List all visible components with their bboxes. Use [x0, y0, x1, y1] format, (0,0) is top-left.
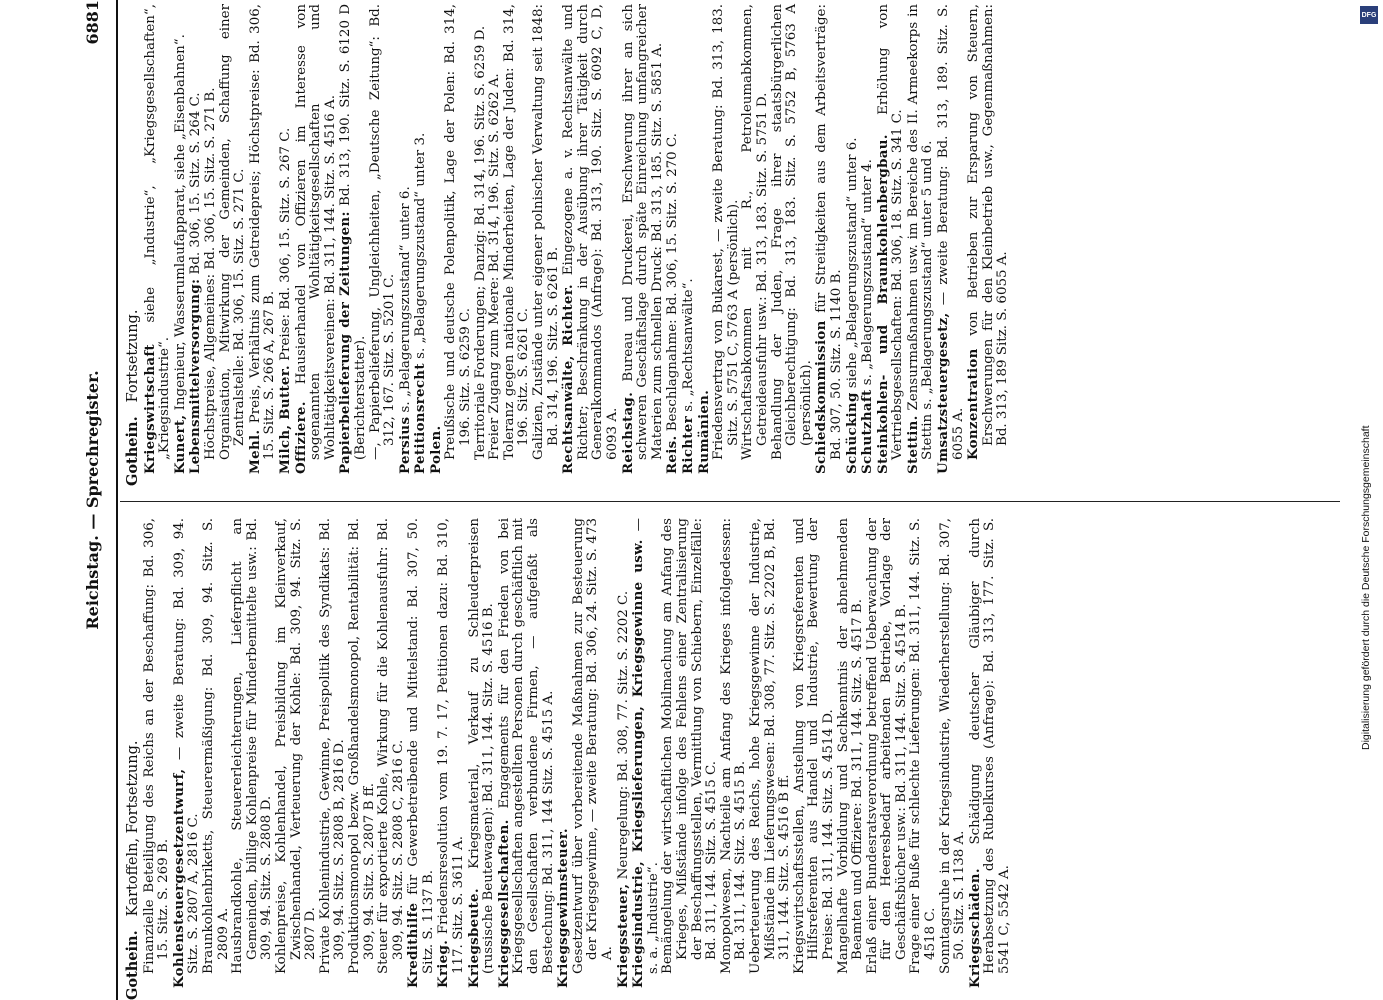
entry-text: s. „Rechtsanwälte“.	[680, 278, 696, 417]
entry-text: Galizien, Zustände unter eigener polnischer Verwaltung seit 1848: Bd. 314, 196. Sitz. S. 6261 B.	[531, 4, 561, 460]
entry-keyword: Rechtsanwälte, Richter.	[560, 284, 577, 474]
entry-keyword: Schiedskommission	[813, 320, 830, 474]
entry-text: Preis, Verhältnis zum Getreidepreis; Höchstpreise: Bd. 306, 15. Sitz. S. 266 A, 267 B.	[247, 4, 278, 460]
column-divider	[120, 501, 1340, 502]
index-entry	[202, 518, 231, 1000]
entry-keyword: Konzentration	[965, 348, 982, 460]
entry-keyword: Mehl.	[246, 429, 263, 474]
right-column	[126, 4, 1011, 486]
entry-text: Steuer für exportierte Kohle, Wirkung für die Kohlenausfuhr: Bd. 309, 94. Sitz. S. 2808 C, 2816 C.	[376, 518, 406, 974]
index-entry	[143, 518, 172, 1000]
entry-text: Freier Zugang zum Meere: Bd. 314, 196. Sitz. S. 6262 A.	[487, 73, 503, 460]
entry-text: siehe „Industrie“, „Kriegsgesellschaften“, „Kriegsindustrie“.	[142, 4, 173, 460]
entry-keyword: Persius	[396, 416, 413, 474]
index-entry	[275, 518, 319, 1000]
entry-text: Monopolwesen, Nachteile am Anfang des Krieges infolgedessen: Bd. 311, 144. Sitz. S. 4515 B.	[718, 518, 749, 974]
entry-keyword: Kredithilfe	[405, 902, 422, 988]
index-entry	[616, 518, 632, 1000]
entry-text: Toleranz gegen nationale Minderheiten, Lage der Juden: Bd. 314, 196. Sitz. S. 6261 C.	[501, 4, 532, 460]
entry-text: Mangelhafte Vorbildung und Sachkenntnis der abnehmenden Beamten und Offiziere: Bd. 311, 144. Sitz. S. 4517 B.	[835, 518, 866, 974]
entry-keyword: Umsatzsteuergesetz,	[935, 312, 952, 474]
index-entry	[204, 4, 219, 486]
index-entry	[319, 518, 348, 1000]
entry-text: s. „Belagerungszustand“ unter 6.	[397, 186, 413, 417]
entry-keyword: Kriegsgesellschaften.	[495, 819, 512, 988]
entry-keyword: Schücking	[843, 392, 860, 474]
entry-text: Bureau und Druckerei, Erschwerung ihrer an sich schweren Geschäftslage durch späte Einreichung umfangreicher Materien zum schnellen Druck: Bd. 313, 185. Sitz. S. 5851 A.	[620, 4, 665, 460]
entry-keyword: Kriegsbeute.	[465, 888, 482, 988]
entry-keyword: Reichstag.	[619, 391, 636, 474]
entry-keyword: Offiziere.	[292, 401, 309, 474]
page-header	[82, 0, 110, 1000]
index-entry	[348, 518, 377, 1000]
index-entry	[749, 518, 793, 1000]
right-entry-list	[143, 4, 1011, 486]
entry-keyword: Kohlensteuergesetzentwurf,	[170, 768, 187, 988]
index-entry	[837, 518, 866, 1000]
left-column-heading	[126, 518, 141, 1000]
index-entry	[488, 4, 503, 486]
entry-text: Bd. 313, 190. Sitz. S. 6120 D (Berichterstatter).	[338, 4, 368, 460]
entry-text: Territoriale Forderungen; Danzig: Bd. 314, 196. Sitz. S. 6259 D.	[472, 25, 488, 460]
index-entry	[876, 4, 906, 486]
right-heading-continuation: Fortsetzung.	[125, 309, 141, 403]
entry-text: Friedensvertrag von Bukarest, — zweite Beratung: Bd. 313, 183. Sitz. S. 5751 C, 5763 A (persönlich).	[711, 4, 741, 460]
index-entry	[143, 4, 173, 486]
left-heading-name: Gothein.	[124, 930, 141, 1000]
entry-keyword: Krieg.	[435, 939, 452, 988]
entry-keyword: Petitionsrecht	[412, 363, 429, 474]
index-entry	[172, 518, 202, 1000]
entry-text: Neuregelung: Bd. 308, 77. Sitz. S. 2202 C.	[615, 590, 631, 884]
entry-text: Hausierhandel von Offizieren im Interesse von sogenannten Wohltätigkeitsgesellschaften und Wohltätigkeitsvereinen: Bd. 311, 144. Sitz. S. 4516 A.	[293, 4, 338, 460]
entry-text: Kriegswirtschaftsstellen, Anstellung von Kriegsreferenten und Hilfsreferenten aus Handel und Industrie, Bewertung der Preise: Bd. 311, 144. Sitz. S. 4514 D.	[791, 518, 836, 974]
entry-text: Ingenieur, Wasserumlaufapparat, siehe „Eisenbahnen“.	[172, 34, 188, 415]
entry-keyword: Lebensmittelversorgung:	[187, 278, 204, 474]
entry-text: Frage einer Buße für schlechte Lieferungen: Bd. 311, 144. Sitz. S. 4518 C.	[908, 518, 939, 974]
index-entry	[631, 518, 661, 1000]
index-entry	[219, 4, 248, 486]
entry-keyword: Kriegsindustrie, Kriegslieferungen, Kriegsgewinne usw.	[630, 539, 647, 988]
index-entry	[556, 518, 572, 1000]
left-entry-list	[143, 518, 1013, 1000]
entry-text: — zweite Beratung: Bd. 309, 94. Sitz. S. 2807 A, 2816 C.	[171, 518, 202, 974]
index-entry	[906, 4, 936, 486]
entry-keyword: Stettin.	[904, 415, 921, 474]
entry-text: Behandlung der Juden, Frage ihrer staatsbürgerlichen Gleichberechtigung: Bd. 313, 183. Sitz. S. 5752 B, 5763 A (persönlich).	[769, 4, 814, 460]
index-entry	[436, 518, 466, 1000]
index-entry	[621, 4, 666, 486]
entry-text: von Betrieben zur Ersparung von Steuern, Erschwerungen für den Kleinbetrieb usw., Gegenmaßnahmen: Bd. 313, 189 Sitz. S. 6055 A.	[966, 4, 1011, 446]
entry-text: Kriegsmaterial, Verkauf zu Schleuderpreisen (russische Beutewagen): Bd. 311, 144. Sitz. S. 4516 B.	[466, 518, 497, 974]
entry-text: Preise: Bd. 306, 15. Sitz. S. 267 C.	[277, 127, 293, 366]
index-entry	[248, 4, 278, 486]
right-heading-name: Gothein.	[124, 416, 141, 486]
entry-text: Eingezogene a. v. Rechtsanwälte und Richter; Beschränkung in der Ausübung ihrer Tätigkeit durch Generalkommandos (Anfrage): Bd. 313, 190. Sitz. S. 6092 C, D, 6093 A.	[561, 4, 620, 460]
entry-keyword: Kriegsschäden.	[966, 868, 983, 988]
entry-keyword: Rumänien.	[695, 389, 712, 474]
entry-text: Braunkohlenbriketts, Steuerermäßigung: Bd. 309, 94. Sitz. S. 2809 A.	[200, 518, 231, 974]
entry-text: für Gewerbetreibende und Mittelstand: Bd. 307, 50. Sitz. S. 1137 B.	[406, 518, 436, 974]
index-entry	[444, 4, 473, 486]
index-entry	[231, 518, 275, 1000]
entry-keyword: Steinkohlen- und Braunkohlenbergbau.	[874, 134, 891, 474]
index-entry	[712, 4, 741, 486]
entry-keyword: Reis.	[664, 435, 681, 474]
left-column	[126, 518, 1013, 1000]
index-entry	[377, 518, 406, 1000]
entry-text: —, Papierbelieferung, Ungleichheiten, „Deutsche Zeitung“: Bd. 312, 167. Sitz. S. 5201 C.	[367, 4, 398, 460]
entry-keyword: Kriegswirtschaft	[141, 344, 158, 474]
index-entry	[845, 4, 861, 486]
entry-keyword: Schutzhaft	[859, 389, 876, 474]
entry-text: Erlaß einer Bundesratsverordnung betreffend Ueberwachung der für den Heeresbedarf arbeitenden Betriebe, Vorlage der Geschäftsbücher usw.: Bd. 311, 144. Sitz. S. 4514 B.	[864, 518, 909, 974]
index-entry	[188, 4, 204, 486]
index-entry	[936, 4, 966, 486]
entry-text: Finanzielle Beteiligung des Reichs an der Beschaffung: Bd. 306, 15. Sitz. S. 269 B.	[141, 518, 172, 974]
entry-text: Schädigung deutscher Gläubiger durch Herabsetzung des Rubelkurses (Anfrage): Bd. 313, 177. Sitz. S. 5541 C, 5542 A.	[967, 518, 1013, 974]
entry-text: Zensurmaßnahmen usw. im Bereiche des II. Armeekorps in Stettin s. „Belagerungszustand“ unter 5 und 6.	[905, 4, 936, 460]
index-entry	[860, 4, 876, 486]
index-entry	[503, 4, 532, 486]
entry-text: Private Kohlenindustrie, Gewinne, Preispolitik des Syndikats: Bd. 309, 94. Sitz. S. 2808 B, 2816 D.	[317, 518, 348, 974]
entry-text: Organisation, Mitwirkung der Gemeinden, Schaffung einer Zentralstelle: Bd. 306, 15. Sitz. S. 271 C.	[217, 4, 248, 460]
index-entry	[467, 518, 497, 1000]
entry-keyword: Kunert,	[171, 414, 188, 474]
entry-text: — s. a. „Industrie“.	[631, 518, 661, 974]
rotated-index-page	[40, 0, 1340, 1000]
entry-text: Wirtschaftsabkommen mit R., Petroleumabkommen, Getreideausfuhr usw.: Bd. 313, 183. Sitz. S. 5751 D.	[740, 4, 770, 460]
entry-text: Hausbrandkohle, Steuererleichterungen, Lieferpflicht an Gemeinden, billige Kohlenpreise für Minderbemittelte usw.: Bd. 309, 94. Sitz. S. 2808 D.	[230, 518, 275, 974]
index-entry	[741, 4, 770, 486]
index-entry	[338, 4, 368, 486]
index-entry	[561, 4, 620, 486]
index-entry	[429, 4, 445, 486]
index-entry	[909, 518, 938, 1000]
entry-text: Engagements für den Frieden von bei Kriegsgesellschaften angestellten Personen durch geschäftlich mit den Gesellschaften verbundene Firmen, — aufgefaßt als Bestechung: Bd. 311, 144 Sitz. S. 4515 A.	[496, 518, 556, 974]
index-entry	[681, 4, 697, 486]
index-entry	[474, 4, 489, 486]
index-entry	[406, 518, 436, 1000]
entry-text: — zweite Beratung: Bd. 313, 189. Sitz. S. 6055 A.	[936, 4, 966, 460]
entry-text: Beschlagnahme: Bd. 306, 15. Sitz. S. 270 C.	[665, 133, 681, 436]
index-entry	[665, 4, 681, 486]
index-entry	[294, 4, 339, 486]
entry-text: Preußische und deutsche Polenpolitik, Lage der Polen: Bd. 314, 196. Sitz. S. 6259 C.	[443, 4, 474, 460]
index-entry	[497, 518, 556, 1000]
index-entry	[173, 4, 189, 486]
entry-text: Sonntagsruhe in der Kriegsindustrie, Wiederherstellung: Bd. 307, 50. Sitz. S. 1138 A.	[937, 518, 968, 974]
entry-text: s. „Belagerungszustand“ unter 3.	[413, 132, 429, 364]
index-entry	[413, 4, 429, 486]
entry-text: für Streitigkeiten aus dem Arbeitsverträge: Bd. 307, 50. Sitz. S. 1140 B.	[814, 4, 844, 460]
index-entry	[939, 518, 968, 1000]
entry-keyword: Polen.	[427, 425, 444, 474]
entry-text: Ueberteuerung des Reichs, hohe Kriegsgewinne der Industrie, Mißstände im Lieferungswesen: Bd. 308, 77. Sitz. S. 2202 B, Bd. 311, 144. Sitz. S. 4516 B ff.	[747, 518, 793, 974]
entry-text: Höchstpreise, Allgemeines: Bd. 306, 15. Sitz. S. 271 B.	[202, 87, 218, 460]
header-rule	[116, 0, 118, 1000]
index-entry	[369, 4, 398, 486]
index-entry	[532, 4, 561, 486]
index-entry	[697, 4, 713, 486]
entry-text: siehe „Belagerungszustand“ unter 6.	[844, 137, 860, 393]
credit-text: Digitalisierung gefördert durch die Deutsche Forschungsgemeinschaft	[1360, 425, 1372, 750]
entry-keyword: Milch, Butter.	[276, 365, 293, 474]
index-entry	[968, 518, 1013, 1000]
entry-text: Bemängelung der wirtschaftlichen Mobilmachung am Anfang des Krieges, Mißstände infolge des Fehlens einer Zentralisierung der Beschaffungsstellen, Vermittlung von Schiebern, Einzelfälle: Bd. 311, 144. Sitz. S. 4515 C.	[660, 518, 720, 974]
digitization-credit	[1358, 0, 1382, 1000]
entry-text: Erhöhung von Vertriebsgesellschaften: Bd. 306, 18. Sitz. S. 341 C.	[875, 4, 906, 460]
page-number: 6881	[83, 0, 102, 45]
running-title: Reichstag. — Sprechregister.	[83, 370, 102, 630]
entry-keyword: Richter	[679, 416, 696, 474]
index-entry	[771, 4, 815, 486]
entry-keyword: Kriegssteuer,	[614, 883, 631, 988]
entry-text: Friedensresolution vom 19. 7. 17, Petitionen dazu: Bd. 310, 117. Sitz. S. 3611 A.	[436, 518, 467, 974]
entry-text: Bd. 306, 15. Sitz. S. 264 C.	[188, 92, 204, 279]
index-entry	[661, 518, 719, 1000]
entry-keyword: Papierbelieferung der Zeitungen:	[337, 211, 354, 474]
index-entry	[398, 4, 414, 486]
entry-text: Gesetzentwurf über vorbereitende Maßnahmen zur Besteuerung der Kriegsgewinne, — zweite Beratung: Bd. 306, 24. Sitz. S. 473 A.	[570, 518, 615, 974]
right-column-heading	[126, 4, 141, 486]
index-entry	[720, 518, 749, 1000]
dfg-logo: DFG	[1360, 6, 1378, 24]
index-entry	[793, 518, 837, 1000]
index-entry	[278, 4, 294, 486]
index-entry	[966, 4, 1011, 486]
index-entry	[572, 518, 616, 1000]
entry-keyword: Kriegsgewinnsteuer.	[555, 828, 572, 988]
index-entry	[814, 4, 844, 486]
entry-text: Kohlenpreise, Kohlenhandel, Preisbildung im Kleinverkauf, Zwischenhandel, Verteuerung der Kohle: Bd. 309, 94. Sitz. S. 2807 D.	[273, 518, 319, 974]
entry-text: Produktionsmonopol bezw. Großhandelsmonopol, Rentabilität: Bd. 309, 94. Sitz. S. 2807 B ff.	[346, 518, 377, 974]
entry-text: s. „Belagerungszustand“ unter 4.	[860, 159, 876, 390]
left-heading-continuation: Kartoffeln, Fortsetzung.	[125, 740, 141, 917]
index-entry	[866, 518, 910, 1000]
